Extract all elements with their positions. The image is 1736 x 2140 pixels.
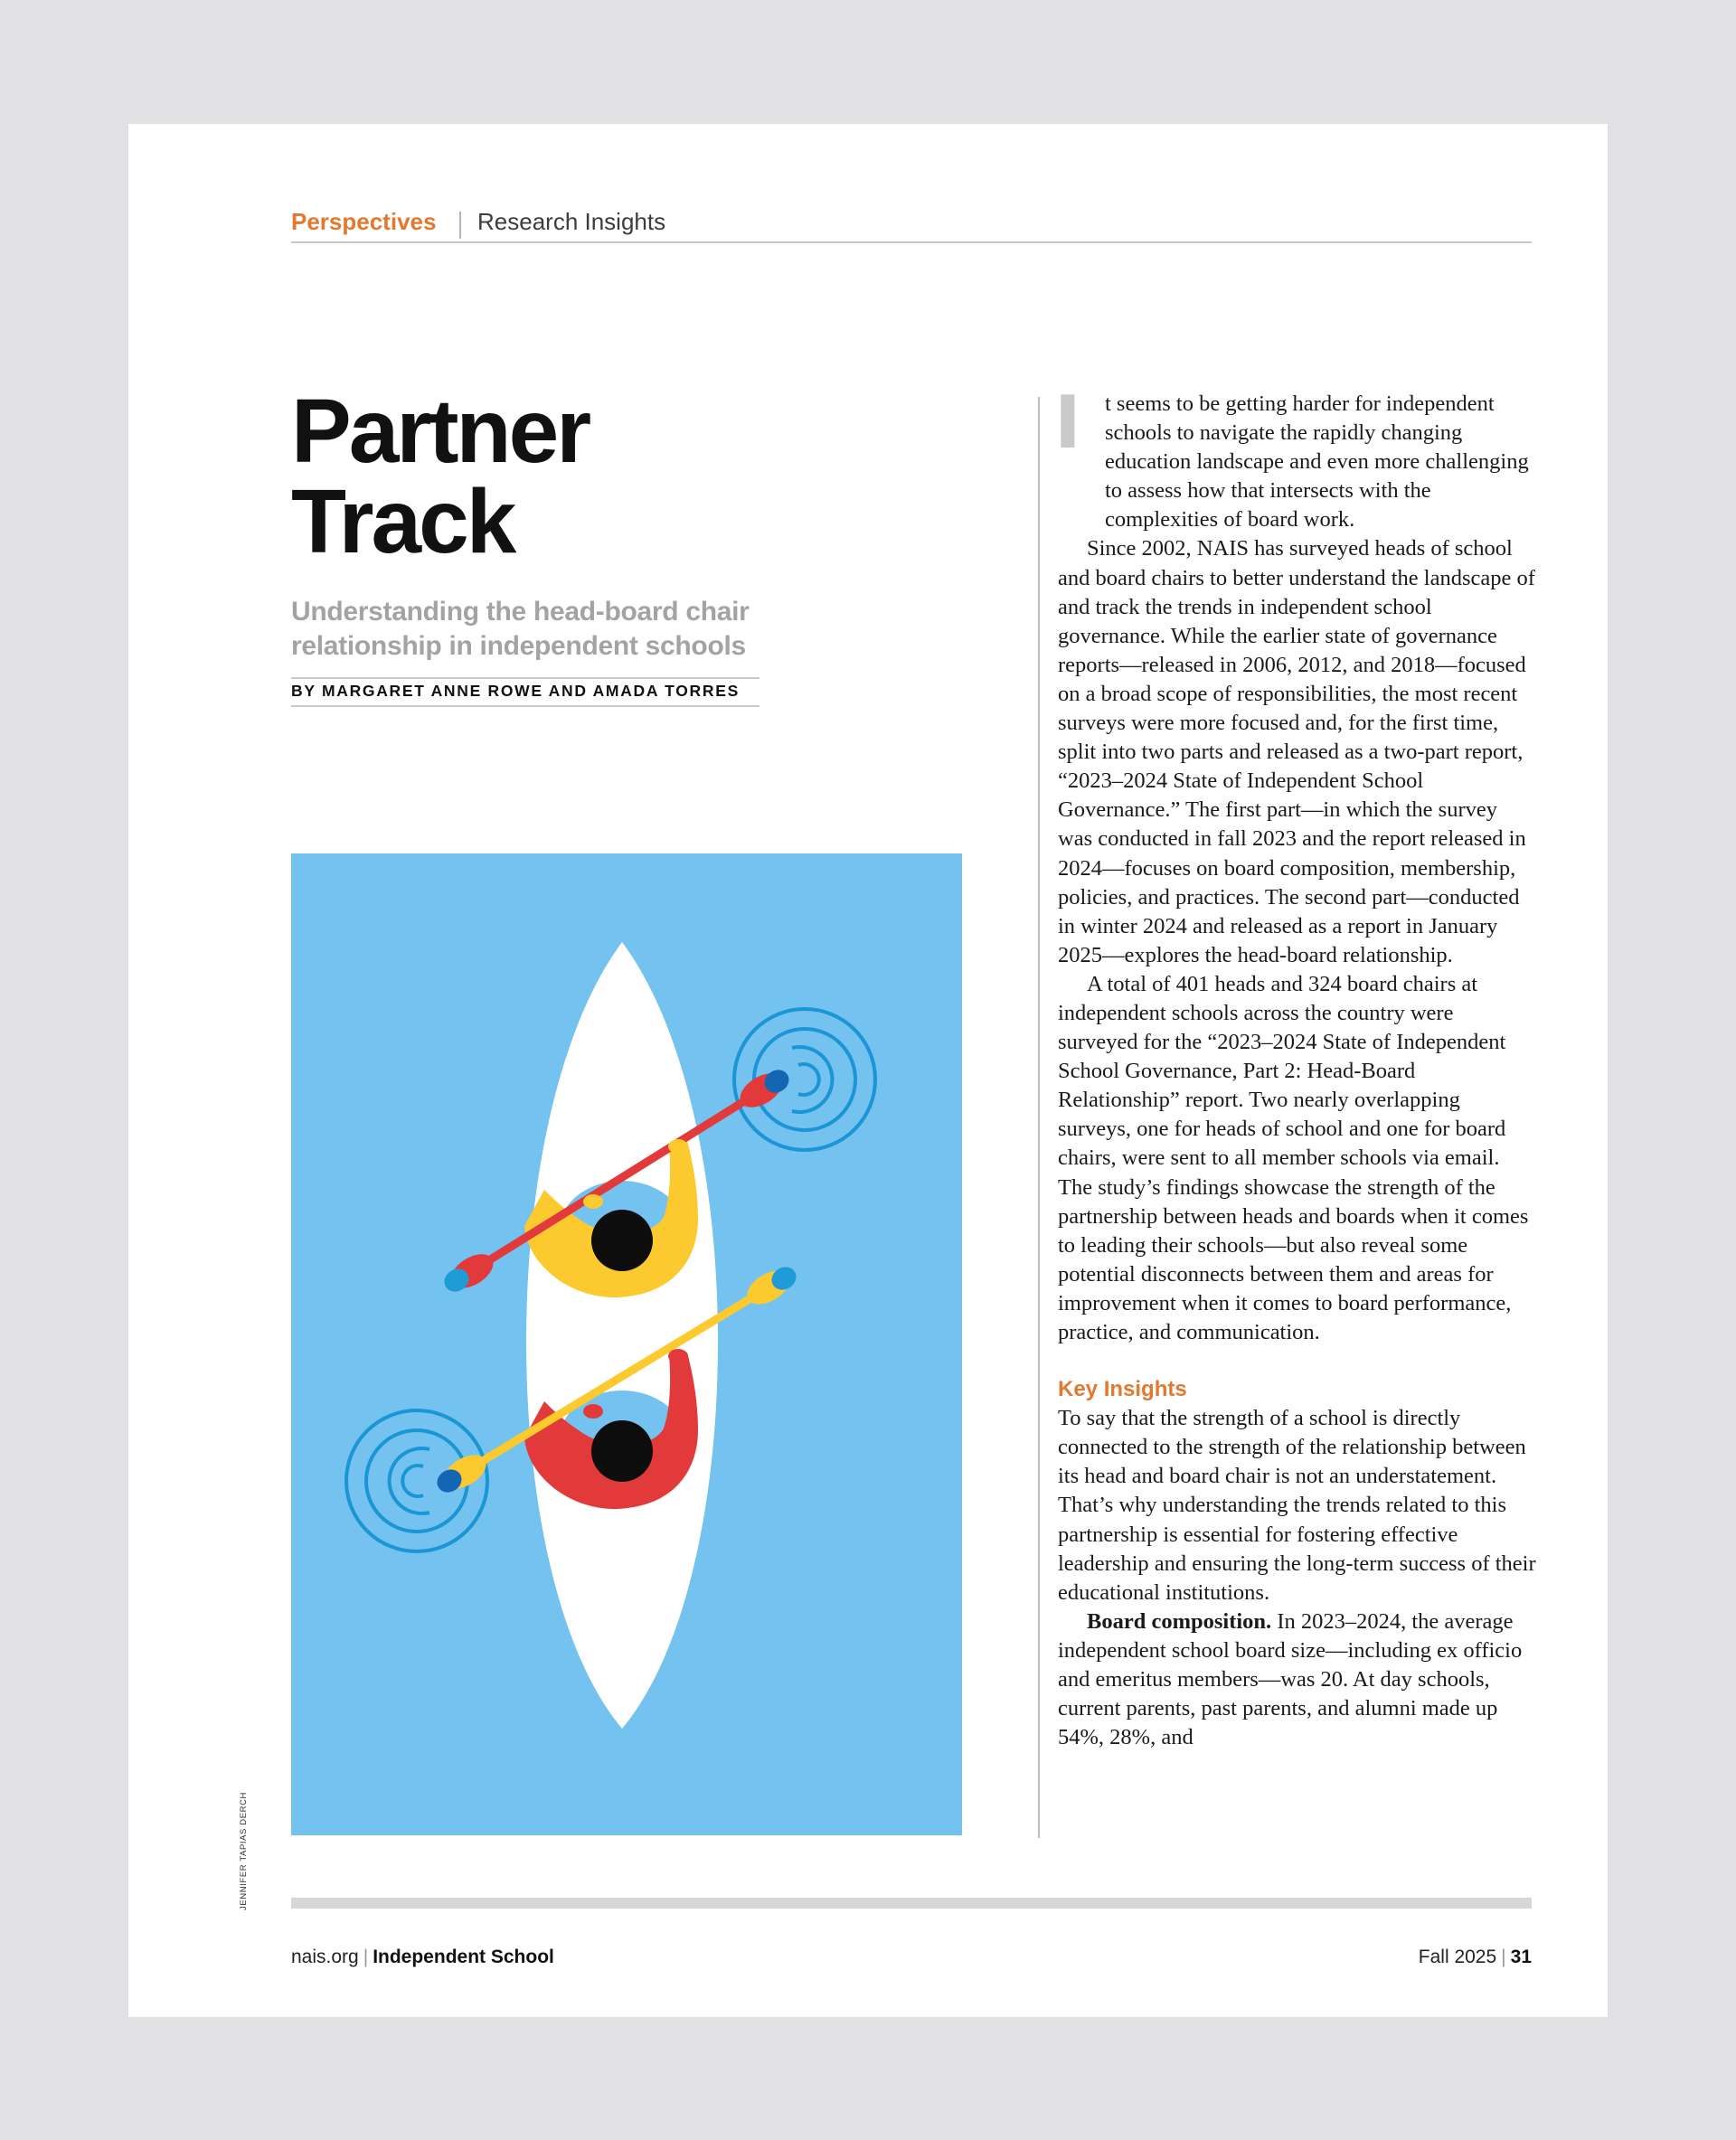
footer-publication: nais.org | Independent School xyxy=(291,1947,554,1967)
key-insights-heading: Key Insights xyxy=(1058,1377,1187,1402)
title-line-2: Track xyxy=(291,471,514,572)
subsection-label: Research Insights xyxy=(477,208,666,235)
title-line-1: Partner xyxy=(291,381,590,482)
magazine-page xyxy=(128,124,1608,2017)
front-paddler-head xyxy=(591,1210,653,1271)
paragraph-4: To say that the strength of a school is directly connected to the strength of the relationship between its head and board chair is not an understatement. That’s why understanding the trends related to this partnership is essential for fostering effective leadership and ensuring the long-term success of their educational institutions. xyxy=(1058,1406,1536,1605)
footer-issue: Fall 2025 xyxy=(1418,1947,1497,1967)
column-rule xyxy=(1038,397,1040,1838)
footer-site: nais.org xyxy=(291,1947,359,1967)
page-number: 31 xyxy=(1510,1947,1532,1967)
header-rule xyxy=(291,241,1532,243)
byline-rule-bottom xyxy=(291,705,760,707)
paragraph-3: A total of 401 heads and 324 board chairs at independent schools across the country were surveyed for the “2023–2024 State of Independent School Governance, Part 2: Head-Board Relationship” report. Two nearly overlapping surveys, one for heads of school and one for board chairs, were sent to all member schools via email. The study’s findings showcase the strength of the partnership between heads and boards when it comes to leading their schools—but also reveal some potential disconnects between them and areas for improvement when it comes to board performance, practice, and communication. xyxy=(1058,971,1529,1344)
paragraph-5-text: In 2023–2024, the average independent school board size—including ex officio and emeritus members—was 20. At day schools, current parents, past parents, and alumni made up 54%, 28%, and xyxy=(1058,1608,1523,1750)
article-body xyxy=(1058,390,1537,1752)
photo-credit: JENNIFER TAPIAS DERCH xyxy=(239,1791,249,1910)
paragraph-1: t seems to be getting harder for independent schools to navigate the rapidly changing education landscape and even more challenging to assess how that intersects with the complexities of board work. xyxy=(1105,391,1529,533)
section-label: Perspectives xyxy=(291,208,437,235)
rear-paddler-hand-right xyxy=(668,1349,688,1363)
paragraph-2: Since 2002, NAIS has surveyed heads of school and board chairs to better understand the landscape of and track the trends in independent school governance. While the earlier state of governance reports—released in 2006, 2012, and 2018—focused on a broad scope of responsibilities, the most recent surveys were more focused and, for the first time, split into two parts and released as a two-part report, “2023–2024 State of Independent School Governance.” The first part—in which the survey was conducted in fall 2023 and the report released in 2024—focuses on board composition, membership, policies, and practices. The second part—conducted in winter 2024 and released as a report in January 2025—explores the head-board relationship. xyxy=(1058,536,1535,967)
byline-rule-top xyxy=(291,677,760,679)
byline: BY MARGARET ANNE ROWE AND AMADA TORRES xyxy=(291,682,740,700)
article-deck: Understanding the head-board chair relationship in independent schools xyxy=(291,597,750,661)
footer-bar xyxy=(291,1898,1532,1909)
header-divider xyxy=(459,212,461,239)
front-paddler-hand-right xyxy=(668,1139,688,1154)
front-paddler-hand-left xyxy=(583,1194,603,1209)
drop-cap: I xyxy=(1054,381,1081,465)
footer-folio: Fall 2025 | 31 xyxy=(1418,1947,1532,1967)
board-composition-runin: Board composition. xyxy=(1087,1608,1272,1634)
article-title xyxy=(291,381,590,572)
kayak-illustration xyxy=(291,853,962,1835)
rear-paddler-hand-left xyxy=(583,1404,603,1419)
rear-paddler-head xyxy=(591,1420,653,1482)
paragraph-5 xyxy=(1058,1607,1537,1752)
footer-publication-name: Independent School xyxy=(373,1947,554,1967)
